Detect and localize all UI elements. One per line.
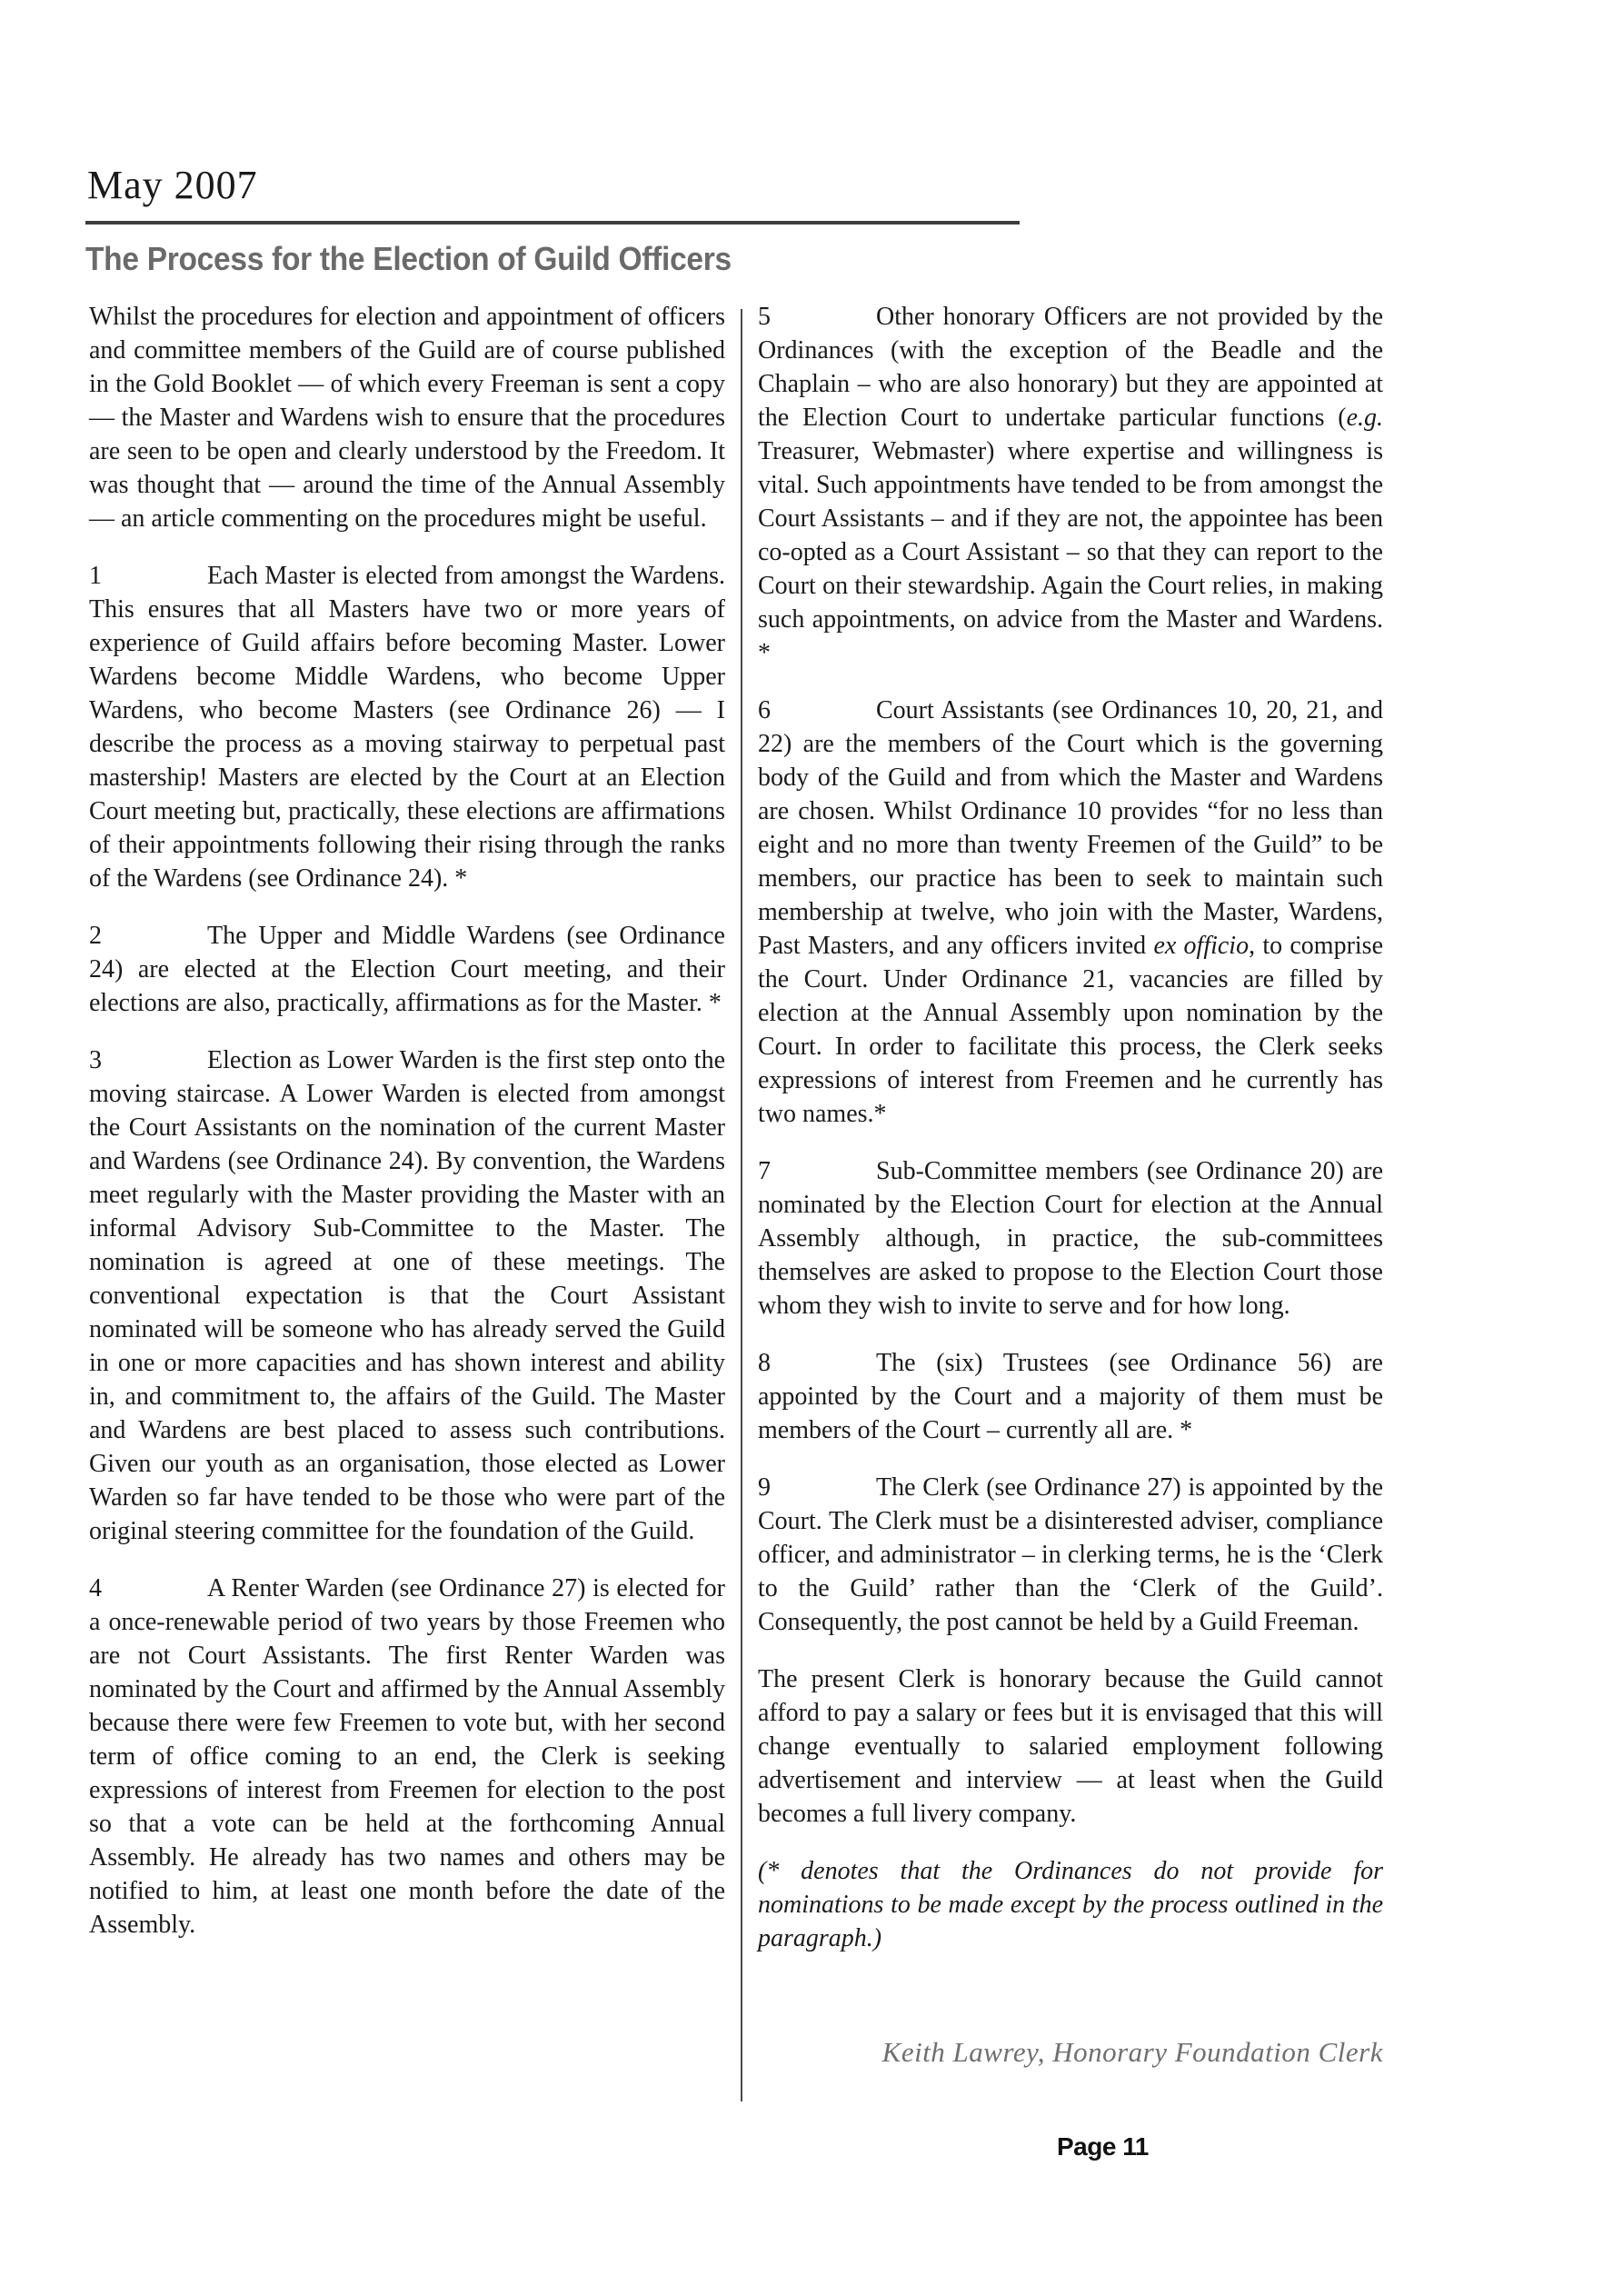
paragraph-number: 4 [89,1574,102,1602]
paragraph [758,1154,1383,1323]
paragraph [89,1043,725,1548]
italic-text-run: ex officio [1153,932,1250,960]
paragraph-number: 2 [89,922,102,950]
paragraph-number: 9 [758,1473,771,1502]
paragraph-number: 5 [758,303,771,331]
text-run: , to comprise the Court. Under Ordinance 21, vacancies are filled by election at the Annual Assembly upon nomination by the Court. In order to facilitate this process, the Clerk seeks expressions of interest from Freemen and he currently has two names.* [758,932,1384,1128]
right-column [758,300,1383,1955]
paragraph-number: 1 [89,562,102,590]
paragraph [89,559,725,895]
paragraph [89,919,725,1020]
text-run: (* denotes that the Ordinances do not provide for nominations to be made except by the process outlined in the paragraph.) [758,1857,1383,1952]
paragraph [758,694,1383,1131]
paragraph-number: 6 [758,696,771,724]
column-divider [741,309,742,2101]
paragraph [758,300,1383,670]
paragraph-number: 8 [758,1349,771,1377]
paragraph [758,1471,1383,1639]
text-run: Whilst the procedures for election and appointment of officers and committee members of the Guild are of course published in the Gold Booklet — of which every Freeman is sent a copy — the Master and Wardens wish to ensure that the procedures are seen to be open and clearly understood by the Freedom. It was thought that — around the time of the Annual Assembly — an article commenting on the procedures might be useful. [89,303,725,533]
page-date: May 2007 [87,163,258,207]
text-run: Election as Lower Warden is the first step onto the moving staircase. A Lower Warden is elected from amongst the Court Assistants on the nomination of the current Master and Wardens (see Ordinance 24). By convention, the Wardens meet regularly with the Master providing the Master with an informal Advisory Sub-Committee to the Master. The nomination is agreed at one of these meetings. The conventional expectation is that the Court Assistant nominated will be someone who has already served the Guild in one or more capacities and has shown interest and ability in, and commitment to, the affairs of the Guild. The Master and Wardens are best placed to assess such contributions. Given our youth as an organisation, those elected as Lower Warden so far have tended to be those who were part of the original steering committee for the foundation of the Guild. [89,1046,725,1545]
header-rule [85,221,1020,225]
paragraph [89,300,725,535]
paragraph [758,1662,1383,1831]
paragraph [89,1572,725,1942]
text-run: A Renter Warden (see Ordinance 27) is elected for a once-renewable period of two years by those Freemen who are not Court Assistants. The first Renter Warden was nominated by the Court and affirmed by the Annual Assembly because there were few Freemen to vote but, with her second term of office coming to an end, the Clerk is seeking expressions of interest from Freemen for election to the post so that a vote can be held at the forthcoming Annual Assembly. He already has two names and others may be notified to him, at least one month before the date of the Assembly. [89,1574,725,1939]
paragraph [758,1346,1383,1447]
article-title: The Process for the Election of Guild Officers [85,240,732,277]
paragraph-number: 7 [758,1157,771,1185]
paragraph [758,1854,1383,1955]
text-run: The Upper and Middle Wardens (see Ordinance 24) are elected at the Election Court meeting, and their elections are also, practically, affirmations as for the Master. * [89,922,725,1017]
text-run: The Clerk (see Ordinance 27) is appointed by the Court. The Clerk must be a disinterested adviser, compliance officer, and administrator – in clerking terms, he is the ‘Clerk to the Guild’ rather than the ‘Clerk of the Guild’. Consequently, the post cannot be held by a Guild Freeman. [758,1473,1383,1636]
page-number: Page 11 [1057,2132,1149,2161]
text-run: Sub-Committee members (see Ordinance 20) are nominated by the Election Court for election at the Annual Assembly although, in practice, the sub-committees themselves are asked to propose to the Election Court those whom they wish to invite to serve and for how long. [758,1157,1383,1320]
text-run: Other honorary Officers are not provided by the Ordinances (with the exception of the Beadle and the Chaplain – who are also honorary) but they are appointed at the Election Court to undertake particular functions ( [758,303,1383,432]
paragraph-number: 3 [89,1046,102,1074]
text-run: Treasurer, Webmaster) where expertise and willingness is vital. Such appointments have tended to be from amongst the Court Assistants – and if they are not, the appointee has been co-opted as a Court Assistant – so that they can report to the Court on their stewardship. Again the Court relies, in making such appointments, on advice from the Master and Wardens. * [758,437,1383,667]
text-run: The (six) Trustees (see Ordinance 56) are appointed by the Court and a majority of them must be members of the Court – currently all are. * [758,1349,1383,1444]
text-run: Court Assistants (see Ordinances 10, 20, 21, and 22) are the members of the Court which is the governing body of the Guild and from which the Master and Wardens are chosen. Whilst Ordinance 10 provides “for no less than eight and no more than twenty Freemen of the Guild” to be members, our practice has been to seek to maintain such membership at twelve, who join with the Master, Wardens, Past Masters, and any officers invited [758,696,1383,960]
text-run: The present Clerk is honorary because the Guild cannot afford to pay a salary or fees but it is envisaged that this will change eventually to salaried employment following advertisement and interview — at least when the Guild becomes a full livery company. [758,1665,1383,1828]
text-run: Each Master is elected from amongst the Wardens. This ensures that all Masters have two or more years of experience of Guild affairs before becoming Master. Lower Wardens become Middle Wardens, who become Upper Wardens, who become Masters (see Ordinance 26) — I describe the process as a moving stairway to perpetual past mastership! Masters are elected by the Court at an Election Court meeting but, practically, these elections are affirmations of their appointments following their rising through the ranks of the Wardens (see Ordinance 24). * [89,562,725,893]
signature: Keith Lawrey, Honorary Foundation Clerk [881,2036,1383,2068]
italic-text-run: e.g. [1346,404,1383,432]
left-column [89,300,725,1942]
